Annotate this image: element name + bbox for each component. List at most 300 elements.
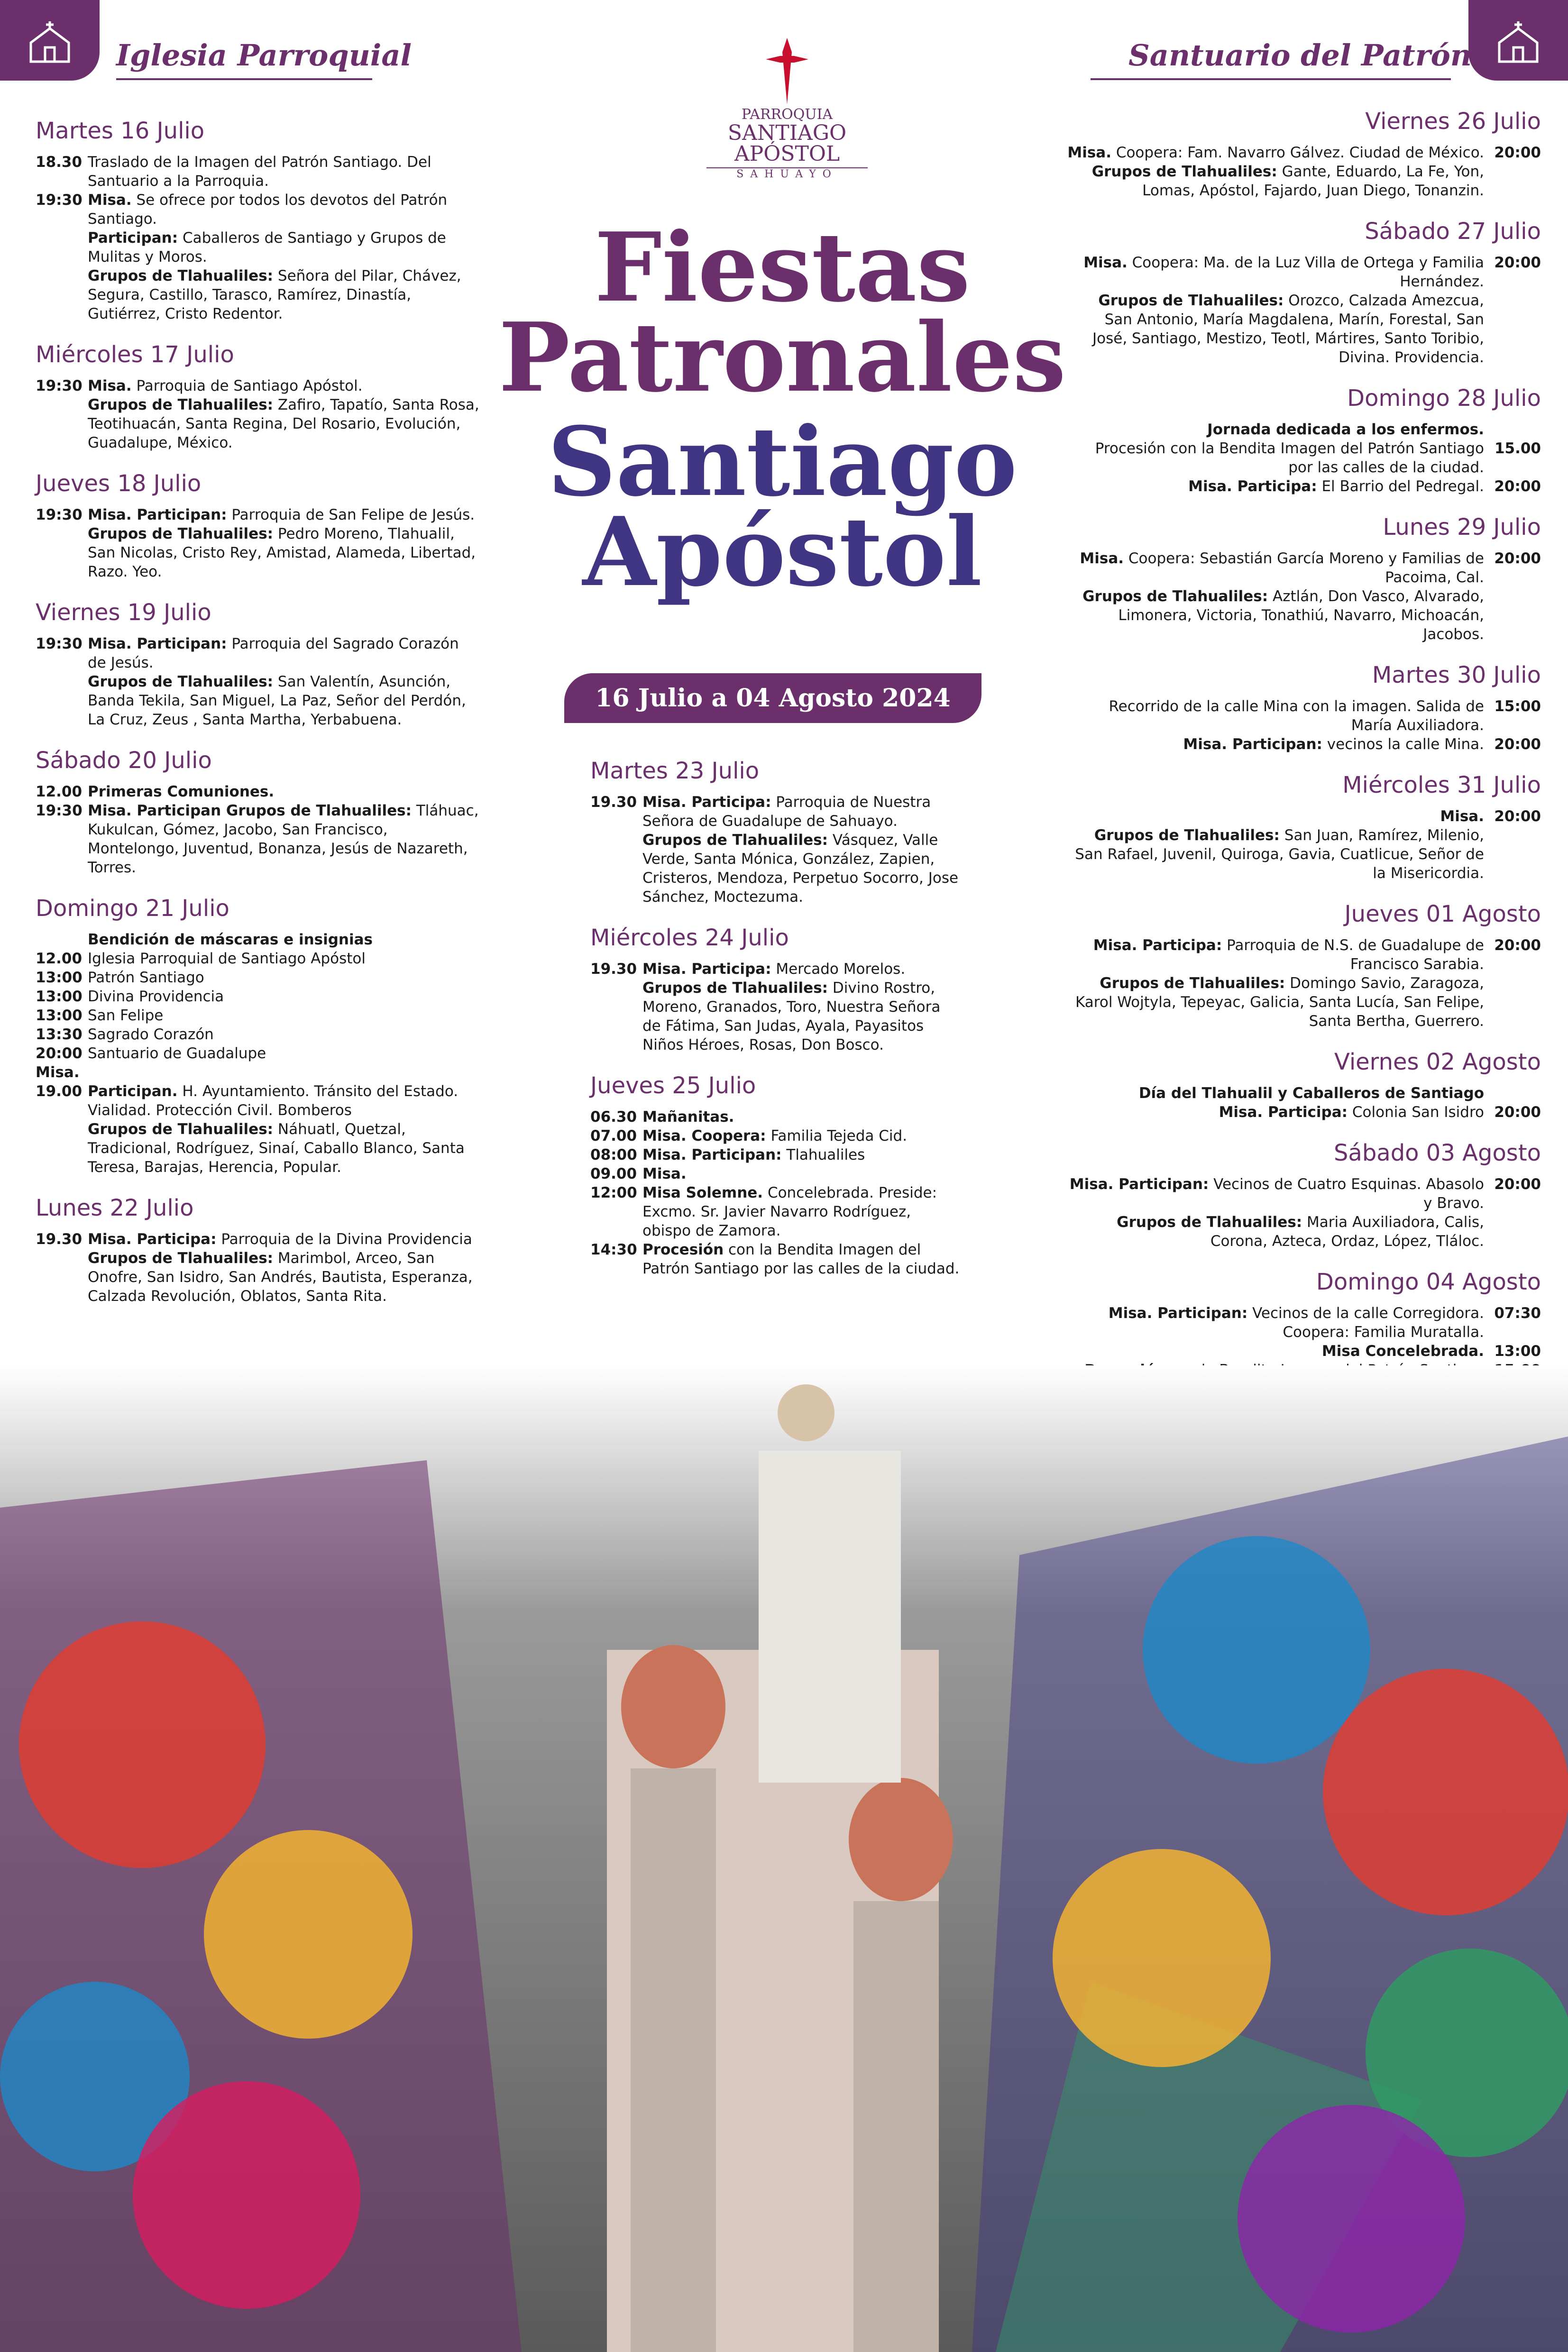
title-line: Santiago: [547, 406, 1018, 518]
day-heading: Jueves 25 Julio: [590, 1072, 756, 1099]
event-detail: Maria Auxiliadora, Calis, Corona, Azteca, Ordaz, López, Tláloc.: [1210, 1214, 1484, 1250]
event-description: [1067, 587, 1484, 644]
event-description: [642, 1126, 960, 1145]
event-time: [1484, 162, 1541, 200]
event-description: [1067, 1304, 1484, 1323]
event-label: Misa.: [1083, 254, 1128, 271]
event-label: Grupos de Tlahualiles:: [1098, 292, 1284, 309]
event-label: Procesión: [642, 1241, 724, 1258]
schedule-row: [590, 1126, 960, 1145]
event-description: [642, 1107, 960, 1126]
event-label: Misa. Participan:: [1183, 736, 1322, 753]
event-label: Día del Tlahualil y Caballeros de Santiago: [1138, 1085, 1484, 1102]
event-detail: Coopera: Fam. Navarro Gálvez. Ciudad de México.: [1111, 144, 1484, 161]
event-detail: Domingo Savio, Zaragoza, Karol Wojtyla, Tepeyac, Galicia, Santa Lucía, San Felipe, Santa Bertha, Guerrero.: [1075, 975, 1484, 1030]
event-label: Misa. Participan Grupos de Tlahualiles:: [88, 802, 412, 819]
event-description: [1067, 1084, 1484, 1103]
event-description: [642, 1183, 960, 1240]
schedule-row: [36, 1230, 481, 1249]
event-time: [36, 266, 88, 323]
event-detail: Señora del Pilar, Chávez, Segura, Castillo, Tarasco, Ramírez, Dinastía, Gutiérrez, Cristo Redentor.: [88, 267, 461, 322]
event-label: Grupos de Tlahualiles:: [642, 979, 828, 997]
event-label: Misa.: [1080, 550, 1124, 567]
event-detail: San Juan, Ramírez, Milenio, San Rafael, Juvenil, Quiroga, Gavia, Cuatlicue, Señor de la Misericordia.: [1075, 827, 1484, 882]
schedule-row: [36, 1120, 481, 1177]
event-description: [88, 505, 481, 524]
event-time: 13:00: [36, 969, 83, 986]
event-description: [88, 153, 481, 191]
event-description: [642, 960, 960, 979]
event-description: [88, 672, 481, 729]
day-heading: Miércoles 24 Julio: [590, 924, 789, 951]
event-time: [590, 831, 642, 906]
event-time: 13:00: [36, 988, 83, 1005]
event-detail: Vecinos de la calle Corregidora.: [1247, 1305, 1484, 1322]
event-time: 19.30: [36, 1231, 83, 1248]
event-detail: Parroquia de la Divina Providencia: [216, 1231, 472, 1248]
event-description: [88, 1025, 481, 1044]
event-time: [1484, 1323, 1541, 1342]
schedule-row: [36, 634, 481, 672]
event-detail: El Barrio del Pedregal.: [1317, 478, 1484, 495]
event-description: [88, 191, 481, 229]
event-description: [88, 1063, 481, 1082]
right-section-title: Santuario del Patrón: [1128, 38, 1472, 73]
schedule-row: [590, 1164, 960, 1183]
event-time: 19:30: [36, 635, 83, 652]
day-block: [36, 1195, 481, 1306]
schedule-row: [590, 979, 960, 1054]
event-time: [590, 979, 642, 1054]
event-label: Misa. Participa:: [642, 961, 771, 978]
event-label: Jornada dedicada a los enfermos.: [1207, 421, 1484, 438]
event-label: Misa. Participan:: [88, 635, 227, 652]
schedule-row: [1067, 291, 1541, 367]
day-block: [590, 758, 960, 906]
title-line: Fiestas: [594, 212, 971, 323]
event-detail: San Felipe: [88, 1007, 164, 1024]
event-detail: Recorrido de la calle Mina con la imagen. Salida de María Auxiliadora.: [1109, 698, 1484, 734]
schedule-row: [1067, 253, 1541, 291]
event-time: [1484, 291, 1541, 367]
event-detail: Parroquia de Nuestra Señora de Guadalupe de Sahuayo.: [642, 794, 931, 830]
day-heading: Miércoles 17 Julio: [36, 341, 234, 368]
schedule-row: [36, 376, 481, 395]
event-detail: Náhuatl, Quetzal, Tradicional, Rodríguez, Sinaí, Caballo Blanco, Santa Teresa, Barajas, Herencia, Popular.: [88, 1121, 465, 1176]
event-time: [36, 395, 88, 452]
day-block: [1067, 1049, 1541, 1122]
event-detail: Zafiro, Tapatío, Santa Rosa, Teotihuacán, Santa Regina, Del Rosario, Evolución, Guadalupe, México.: [88, 396, 479, 451]
schedule-row: [1067, 1084, 1541, 1103]
event-label: Misa. Participa:: [1188, 478, 1317, 495]
event-time: 20:00: [1494, 478, 1541, 495]
event-time: 19.00: [36, 1083, 83, 1100]
event-detail: Divino Rostro, Moreno, Granados, Toro, Nuestra Señora de Fátima, San Judas, Ayala, Payasitos Niños Héroes, Rosas, Don Bosco.: [642, 979, 941, 1053]
event-time: 20:00: [1494, 254, 1541, 271]
title-line: Apóstol: [582, 496, 982, 608]
event-description: [88, 524, 481, 581]
schedule-row: [590, 793, 960, 831]
event-label: Mañanitas.: [642, 1108, 734, 1126]
event-description: [88, 949, 481, 968]
schedule-row: [1067, 1323, 1541, 1342]
event-time: 20:00: [1494, 736, 1541, 753]
schedule-row: [36, 1249, 481, 1306]
divider: [1091, 78, 1451, 80]
day-block: [1067, 218, 1541, 367]
event-label: Participan:: [88, 229, 178, 247]
event-label: Grupos de Tlahualiles:: [642, 832, 828, 849]
event-label: Grupos de Tlahualiles:: [88, 1121, 274, 1138]
event-time: 19:30: [36, 802, 83, 819]
event-time: 20:00: [1494, 937, 1541, 954]
event-description: [88, 266, 481, 323]
event-time: 09.00: [590, 1165, 637, 1182]
event-time: 19:30: [36, 377, 83, 394]
day-block: [36, 118, 481, 323]
event-label: Grupos de Tlahualiles:: [1082, 588, 1268, 605]
event-description: [642, 1164, 960, 1183]
event-description: [1067, 420, 1484, 439]
event-description: [1067, 549, 1484, 587]
day-block: [590, 924, 960, 1054]
day-heading: Martes 16 Julio: [36, 118, 205, 144]
schedule-row: [1067, 439, 1541, 477]
event-description: [1067, 1323, 1484, 1342]
event-label: Primeras Comuniones.: [88, 783, 275, 800]
schedule-row: [1067, 1304, 1541, 1323]
event-detail: Concelebrada. Preside: Excmo. Sr. Javier Navarro Rodríguez, obispo de Zamora.: [642, 1184, 937, 1239]
event-detail: Gante, Eduardo, La Fe, Yon, Lomas, Apóstol, Fajardo, Juan Diego, Tonanzin.: [1142, 163, 1484, 199]
event-time: [1484, 826, 1541, 883]
event-description: [88, 782, 481, 801]
day-block: [1067, 385, 1541, 496]
schedule-row: [36, 395, 481, 452]
church-icon: [26, 21, 73, 64]
event-description: [88, 1249, 481, 1306]
event-description: [642, 793, 960, 831]
event-description: [88, 987, 481, 1006]
day-heading: Viernes 26 Julio: [1365, 108, 1541, 135]
event-detail: Orozco, Calzada Amezcua, San Antonio, María Magdalena, Marín, Forestal, San José, Santiago, Mestizo, Teotl, Mártires, Santo Toribio, Divina. Providencia.: [1092, 292, 1484, 366]
schedule-row: [36, 1082, 481, 1120]
event-time: 20:00: [1494, 144, 1541, 161]
event-time: [1484, 420, 1541, 439]
event-time: 20:00: [1494, 550, 1541, 567]
right-header-tab: [1468, 0, 1568, 81]
schedule-row: [36, 930, 481, 949]
schedule-row: [590, 831, 960, 906]
event-description: [1067, 1342, 1484, 1361]
event-detail: Caballeros de Santiago y Grupos de Mulitas y Moros.: [88, 229, 446, 265]
event-time: [1484, 587, 1541, 644]
event-label: Misa. Participan:: [642, 1146, 782, 1163]
event-label: Grupos de Tlahualiles:: [1094, 827, 1280, 844]
schedule-row: [590, 1240, 960, 1278]
event-time: [36, 524, 88, 581]
event-time: [1484, 974, 1541, 1031]
event-time: 19:30: [36, 192, 83, 209]
event-time: [36, 229, 88, 266]
logo-line: SANTIAGO: [727, 121, 847, 145]
schedule-row: [1067, 420, 1541, 439]
event-time: [36, 930, 88, 949]
event-description: [1067, 477, 1484, 496]
event-label: Misa. Participa:: [1219, 1104, 1348, 1121]
event-detail: Coopera: Familia Muratalla.: [1283, 1324, 1484, 1341]
event-label: Misa. Participa:: [642, 794, 771, 811]
day-heading: Jueves 01 Agosto: [1344, 901, 1541, 927]
event-label: Misa. Participan:: [1069, 1176, 1209, 1193]
event-time: 12.00: [36, 950, 83, 967]
event-label: Bendición de máscaras e insignias: [88, 931, 373, 948]
event-description: [1067, 936, 1484, 974]
event-description: [88, 801, 481, 877]
schedule-row: [1067, 735, 1541, 754]
day-heading: Viernes 19 Julio: [36, 599, 211, 626]
day-heading: Domingo 21 Julio: [36, 895, 229, 922]
left-section-title: Iglesia Parroquial: [116, 38, 412, 73]
event-label: Misa.: [642, 1165, 687, 1182]
event-label: Misa. Participa:: [88, 1231, 217, 1248]
schedule-row: [36, 524, 481, 581]
day-heading: Viernes 02 Agosto: [1334, 1049, 1541, 1075]
event-detail: Colonia San Isidro: [1348, 1104, 1484, 1121]
event-detail: Parroquia del Sagrado Corazón de Jesús.: [88, 635, 459, 671]
schedule-row: [1067, 936, 1541, 974]
schedule-row: [1067, 1175, 1541, 1213]
event-time: 14:30: [590, 1241, 637, 1258]
event-time: 20:00: [1494, 808, 1541, 825]
event-description: [1067, 807, 1484, 826]
event-label: Misa Solemne.: [642, 1184, 763, 1201]
event-time: [1484, 1084, 1541, 1103]
schedule-row: [1067, 826, 1541, 883]
schedule-row: [36, 1044, 481, 1063]
day-block: [36, 470, 481, 581]
schedule-row: [36, 505, 481, 524]
day-block: [1067, 772, 1541, 883]
center-schedule: [590, 740, 960, 1278]
event-detail: Mercado Morelos.: [771, 961, 906, 978]
schedule-row: [36, 1006, 481, 1025]
day-block: [1067, 662, 1541, 754]
date-ribbon: 16 Julio a 04 Agosto 2024: [564, 673, 981, 723]
event-description: [88, 1082, 481, 1120]
schedule-row: [36, 801, 481, 877]
event-detail: con la Bendita Imagen del Patrón Santiago por las calles de la ciudad.: [642, 1241, 960, 1277]
schedule-row: [590, 1107, 960, 1126]
event-time: 12:00: [590, 1184, 637, 1201]
event-detail: Aztlán, Don Vasco, Alvarado, Limonera, Victoria, Tonathiú, Navarro, Michoacán, Jacobos.: [1118, 588, 1484, 643]
schedule-row: [1067, 143, 1541, 162]
event-time: 07:30: [1494, 1305, 1541, 1322]
event-description: [1067, 291, 1484, 367]
day-block: [590, 1072, 960, 1278]
event-detail: Patrón Santiago: [88, 969, 204, 986]
event-label: Misa. Participan:: [1108, 1305, 1248, 1322]
schedule-row: [590, 1145, 960, 1164]
title-fiestas-patronales: [474, 212, 1091, 413]
event-description: [1067, 143, 1484, 162]
day-block: [1067, 901, 1541, 1031]
event-time: 19.30: [590, 794, 637, 811]
day-heading: Domingo 28 Julio: [1347, 385, 1541, 412]
event-detail: H. Ayuntamiento. Tránsito del Estado. Vialidad. Protección Civil. Bomberos: [88, 1083, 458, 1119]
event-detail: Tláhuac, Kukulcan, Gómez, Jacobo, San Francisco, Montelongo, Juventud, Bonanza, Jesús de Nazareth, Torres.: [88, 802, 479, 876]
event-time: [36, 672, 88, 729]
event-label: Misa.: [1440, 808, 1484, 825]
event-detail: Tlahualiles: [781, 1146, 865, 1163]
event-description: [88, 1044, 481, 1063]
event-description: [88, 229, 481, 266]
event-label: Misa.: [88, 192, 132, 209]
day-block: [36, 895, 481, 1177]
event-description: [1067, 1175, 1484, 1213]
schedule-row: [1067, 477, 1541, 496]
event-detail: Marimbol, Arceo, San Onofre, San Isidro, San Andrés, Bautista, Esperanza, Calzada Revolución, Oblatos, Santa Rita.: [88, 1250, 473, 1305]
title-line: Patronales: [498, 302, 1066, 413]
event-description: [88, 1120, 481, 1177]
schedule-row: [590, 1183, 960, 1240]
festival-photo-collage: [0, 1365, 1568, 2352]
day-heading: Martes 30 Julio: [1372, 662, 1541, 688]
schedule-row: [590, 960, 960, 979]
divider: [116, 78, 372, 80]
event-label: Misa.: [88, 377, 132, 394]
event-description: [1067, 253, 1484, 291]
event-label: Misa. Participa:: [1093, 937, 1222, 954]
day-block: [36, 599, 481, 729]
schedule-row: [1067, 1103, 1541, 1122]
event-detail: Divina Providencia: [88, 988, 224, 1005]
event-description: [88, 968, 481, 987]
event-description: [1067, 162, 1484, 200]
right-schedule: [1067, 90, 1541, 1399]
event-time: 18.30: [36, 154, 83, 171]
day-heading: Lunes 22 Julio: [36, 1195, 194, 1221]
event-description: [642, 1240, 960, 1278]
schedule-row: [1067, 587, 1541, 644]
event-label: Grupos de Tlahualiles:: [88, 1250, 274, 1267]
church-icon: [1495, 21, 1542, 64]
event-time: 15.00: [1494, 440, 1541, 457]
schedule-row: [1067, 549, 1541, 587]
event-time: 13:00: [1494, 1343, 1541, 1360]
event-time: 13:30: [36, 1026, 83, 1043]
event-detail: Parroquia de N.S. de Guadalupe de Francisco Sarabia.: [1222, 937, 1484, 973]
event-description: [1067, 1213, 1484, 1251]
day-block: [36, 341, 481, 452]
event-description: [642, 979, 960, 1054]
schedule-row: [36, 153, 481, 191]
event-detail: Vecinos de Cuatro Esquinas. Abasolo y Bravo.: [1209, 1176, 1484, 1212]
event-time: 19:30: [36, 506, 83, 523]
schedule-row: [1067, 162, 1541, 200]
event-time: [36, 1249, 88, 1306]
event-description: [88, 1230, 481, 1249]
day-block: [36, 747, 481, 877]
day-heading: Jueves 18 Julio: [36, 470, 202, 497]
event-time: 13:00: [36, 1007, 83, 1024]
event-description: [88, 376, 481, 395]
schedule-row: [36, 672, 481, 729]
event-time: 20:00: [36, 1045, 83, 1062]
day-block: [1067, 1140, 1541, 1251]
event-description: [88, 1006, 481, 1025]
event-time: 19.30: [590, 961, 637, 978]
schedule-row: [1067, 1213, 1541, 1251]
schedule-row: [36, 987, 481, 1006]
event-detail: Familia Tejeda Cid.: [766, 1127, 908, 1144]
event-label: Grupos de Tlahualiles:: [88, 396, 274, 413]
left-header-tab: [0, 0, 100, 81]
event-time: 15:00: [1494, 698, 1541, 715]
event-detail: Vásquez, Valle Verde, Santa Mónica, González, Zapien, Cristeros, Mendoza, Perpetuo Socorro, Jose Sánchez, Moctezuma.: [642, 832, 959, 906]
event-detail: vecinos la calle Mina.: [1322, 736, 1484, 753]
event-description: [88, 930, 481, 949]
logo-line: SAHUAYO: [706, 167, 868, 180]
schedule-row: [1067, 697, 1541, 735]
event-label: Grupos de Tlahualiles:: [1091, 163, 1277, 180]
event-label: Grupos de Tlahualiles:: [88, 673, 274, 690]
schedule-row: [36, 266, 481, 323]
day-heading: Miércoles 31 Julio: [1342, 772, 1541, 798]
parish-logo: [706, 38, 868, 180]
event-detail: Coopera: Sebastián García Moreno y Familias de Pacoima, Cal.: [1124, 550, 1484, 586]
day-block: [1067, 514, 1541, 644]
event-description: [642, 831, 960, 906]
day-heading: Lunes 29 Julio: [1383, 514, 1541, 540]
title-santiago-apostol: [474, 406, 1091, 608]
event-label: Grupos de Tlahualiles:: [88, 525, 274, 542]
event-detail: Parroquia de Santiago Apóstol.: [131, 377, 363, 394]
event-description: [1067, 1103, 1484, 1122]
event-detail: Coopera: Ma. de la Luz Villa de Ortega y Familia Hernández.: [1127, 254, 1484, 290]
event-time: [1484, 1213, 1541, 1251]
event-time: 06.30: [590, 1108, 637, 1126]
logo-line: PARROQUIA: [741, 106, 833, 123]
event-detail: Se ofrece por todos los devotos del Patrón Santiago.: [88, 192, 448, 228]
event-time: 08:00: [590, 1146, 637, 1163]
event-label: Misa. Participan:: [88, 506, 227, 523]
event-detail: Sagrado Corazón: [88, 1026, 214, 1043]
day-heading: Martes 23 Julio: [590, 758, 760, 784]
event-detail: Iglesia Parroquial de Santiago Apóstol: [88, 950, 366, 967]
event-description: [1067, 439, 1484, 477]
event-detail: Santuario de Guadalupe: [88, 1045, 266, 1062]
day-heading: Sábado 03 Agosto: [1333, 1140, 1541, 1166]
schedule-row: [36, 782, 481, 801]
event-description: [88, 395, 481, 452]
schedule-row: [36, 968, 481, 987]
event-detail: Pedro Moreno, Tlahualil, San Nicolas, Cristo Rey, Amistad, Alameda, Libertad, Razo. Yeo.: [88, 525, 476, 580]
event-detail: Parroquia de San Felipe de Jesús.: [227, 506, 475, 523]
day-heading: Domingo 04 Agosto: [1316, 1269, 1541, 1295]
event-label: Grupos de Tlahualiles:: [1117, 1214, 1302, 1231]
schedule-row: [1067, 807, 1541, 826]
event-label: Misa.: [1067, 144, 1111, 161]
day-heading: Sábado 27 Julio: [1365, 218, 1541, 245]
event-time: 20:00: [1494, 1176, 1541, 1193]
event-detail: San Valentín, Asunción, Banda Tekila, San Miguel, La Paz, Señor del Perdón, La Cruz, Zeus , Santa Martha, Yerbabuena.: [88, 673, 466, 728]
event-label: Grupos de Tlahualiles:: [1100, 975, 1285, 992]
event-detail: Traslado de la Imagen del Patrón Santiago. Del Santuario a la Parroquia.: [88, 154, 431, 190]
left-schedule: [36, 100, 481, 1306]
event-description: [1067, 735, 1484, 754]
event-time: 07.00: [590, 1127, 637, 1144]
event-label: Participan.: [88, 1083, 178, 1100]
